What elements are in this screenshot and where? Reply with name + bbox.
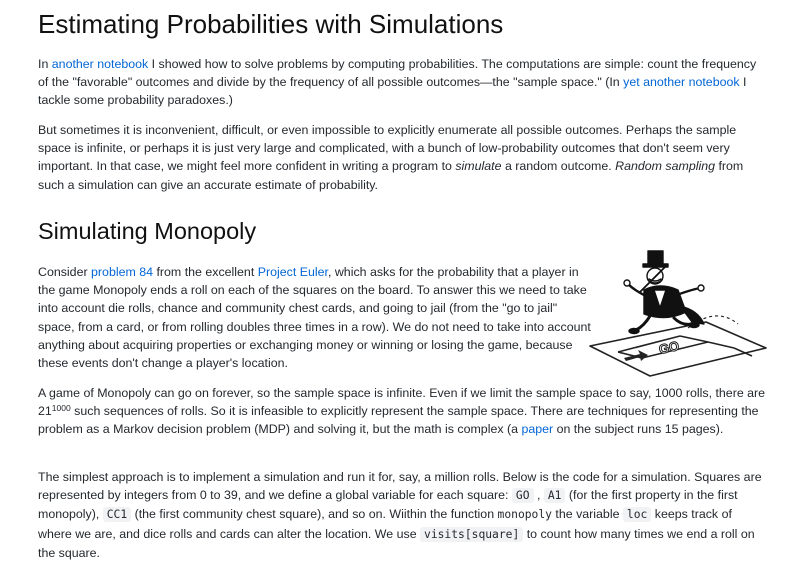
monopoly-paragraph: Consider problem 84 from the excellent Project Euler, which asks for the probability that a player in the game Monopoly ends a roll on each of the squares on the board. To answer this we need to take into account die rolls, chance and community chest cards, and going to jail (from the "go to jail" space, from a card, or from rolling doubles three times in a row). We do not need to take into account anything about acquiring properties or exchanging money or winning or losing the game, because these events don't change a player's location.: [38, 265, 591, 371]
paper-link[interactable]: paper: [521, 422, 554, 437]
problem-84-link[interactable]: problem 84: [91, 265, 154, 279]
exponent-expression: $21^{1000}$: [38, 403, 71, 419]
intro-paragraph: In another notebook I showed how to solve problems by computing probabilities. The computations are simple: count the frequency of the "favorable" outcomes and divide by the frequency of all possible outcomes—the "sample space." (In yet another notebook I tackle some probability paradoxes.): [38, 57, 757, 108]
code-visits: visits[square]: [420, 527, 523, 542]
monopoly-man-icon: [624, 251, 704, 334]
another-notebook-link[interactable]: another notebook: [51, 57, 149, 71]
code-cc1: CC1: [103, 507, 131, 522]
code-a1: A1: [544, 488, 566, 503]
board-go-label: GO: [657, 338, 681, 357]
code-monopoly: monopoly: [497, 508, 552, 522]
project-euler-link[interactable]: Project Euler: [257, 265, 328, 279]
code-go: GO: [512, 488, 534, 503]
sampling-paragraph: But sometimes it is inconvenient, difficult, or even impossible to explicitly enumerate all possible outcomes. Perhaps the sample space is infinite, or perhaps it is just very large and complicated, with a bunch of low-probability outcomes that don't seem very important. In that case, we might feel more confident in writing a program to simulate a random outcome. Random sampling from such a simulation can give an accurate estimate of probability.: [38, 123, 744, 192]
monopoly-man-illustration: [588, 248, 768, 378]
section-heading-monopoly: Simulating Monopoly: [38, 218, 257, 244]
page-title: Estimating Probabilities with Simulations: [38, 9, 504, 39]
sample-space-paragraph: A game of Monopoly can go on forever, so the sample space is infinite. Even if we limit the sample space to say, 1000 rolls, there are $21^{1000}$ such sequences of rolls. So it is infeasible to explicitly represent the sample space. There are techniques for representing the problem as a Markov decision problem (MDP) and solving it, but the math is complex (a paper on the subject runs 15 pages).: [38, 386, 766, 437]
code-loc: loc: [623, 507, 651, 522]
simulation-paragraph: The simplest approach is to implement a simulation and run it for, say, a million rolls. Below is the code for a simulation. Squares are represented by integers from 0 to 39, and we define a global variable for each square: GO , A1 (for the first property in the first monopoly), CC1 (the first community chest square), and so on. Wiithin the function monopoly the variable loc keeps track of where we are, and dice rolls and cards can alter the location. We use visits[square] to count how many times we end a roll on the square.: [38, 470, 762, 560]
yet-another-notebook-link[interactable]: yet another notebook: [623, 75, 740, 90]
